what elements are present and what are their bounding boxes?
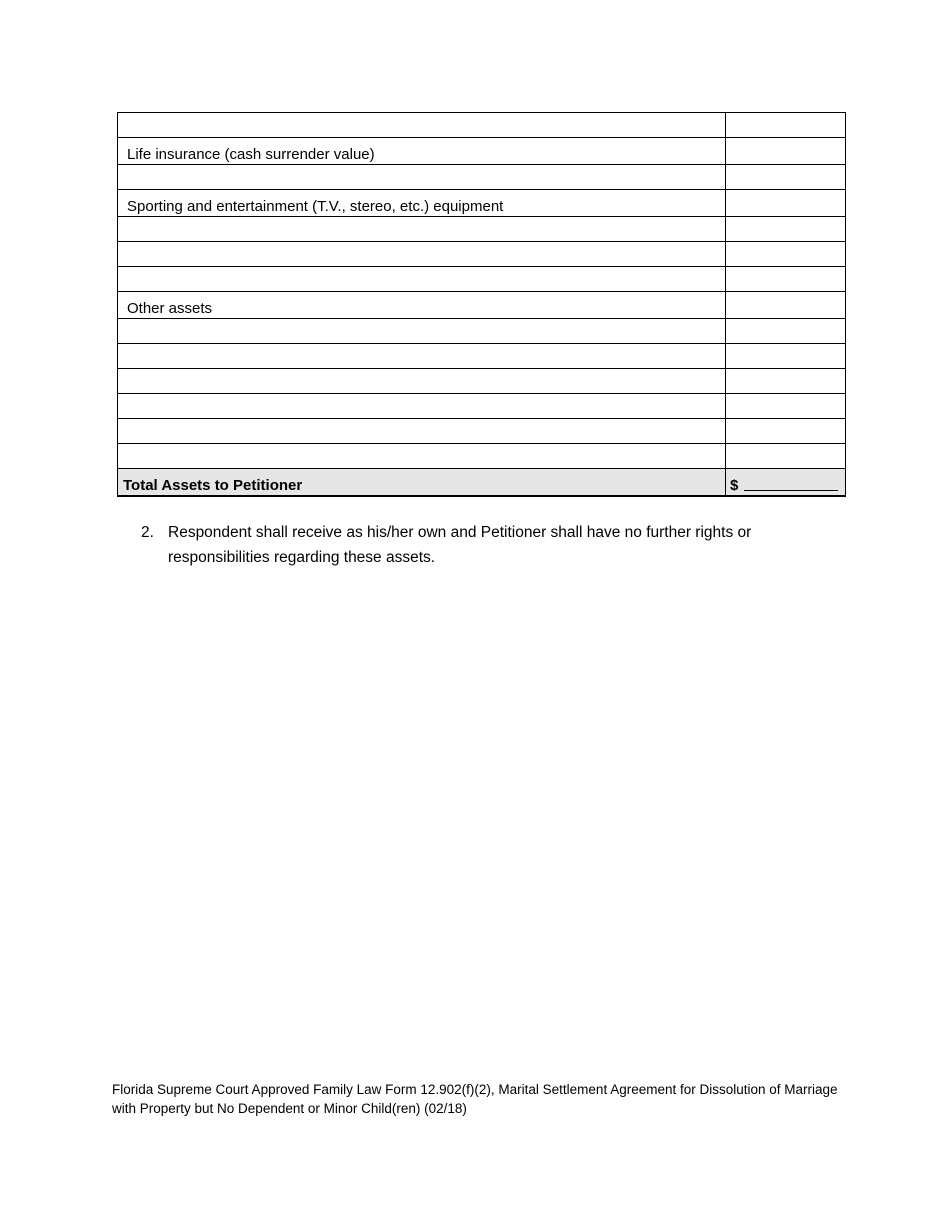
asset-value-cell[interactable] [726, 165, 846, 190]
table-row [118, 369, 846, 394]
asset-value-cell[interactable] [726, 344, 846, 369]
assets-table [117, 112, 846, 497]
asset-value-cell[interactable] [726, 444, 846, 469]
asset-value-cell[interactable] [726, 242, 846, 267]
currency-symbol: $ [730, 476, 739, 494]
table-row [118, 165, 846, 190]
asset-value-cell[interactable] [726, 419, 846, 444]
asset-value-cell[interactable] [726, 113, 846, 138]
asset-description-cell[interactable]: Sporting and entertainment (T.V., stereo, etc.) equipment [118, 190, 726, 217]
table-row [118, 242, 846, 267]
total-assets-label: Total Assets to Petitioner [118, 469, 726, 496]
total-row [118, 469, 846, 496]
paragraph-number: 2. [141, 524, 154, 541]
asset-value-cell[interactable] [726, 138, 846, 165]
table-row [118, 394, 846, 419]
asset-value-cell[interactable] [726, 267, 846, 292]
paragraph-text: Respondent shall receive as his/her own and Petitioner shall have no further rights or responsibilities regarding these assets. [168, 524, 752, 566]
asset-description-cell[interactable] [118, 165, 726, 190]
form-footer: Florida Supreme Court Approved Family Law Form 12.902(f)(2), Marital Settlement Agreement for Dissolution of Marriage with Property but No Dependent or Minor Child(ren) (02/18) [112, 1082, 838, 1116]
numbered-paragraph [141, 520, 821, 570]
asset-description-cell[interactable] [118, 394, 726, 419]
table-row [118, 419, 846, 444]
table-row [118, 319, 846, 344]
asset-value-cell[interactable] [726, 369, 846, 394]
asset-description-cell[interactable] [118, 419, 726, 444]
asset-value-cell[interactable] [726, 319, 846, 344]
asset-value-cell[interactable] [726, 292, 846, 319]
total-assets-value-cell[interactable] [726, 469, 846, 496]
table-row [118, 138, 846, 165]
table-row [118, 267, 846, 292]
table-row [118, 113, 846, 138]
table-row [118, 344, 846, 369]
asset-description-cell[interactable] [118, 344, 726, 369]
table-row [118, 190, 846, 217]
asset-description-cell[interactable] [118, 217, 726, 242]
asset-description-cell[interactable] [118, 242, 726, 267]
total-amount-blank[interactable] [744, 476, 838, 491]
asset-value-cell[interactable] [726, 190, 846, 217]
asset-value-cell[interactable] [726, 394, 846, 419]
asset-description-cell[interactable] [118, 444, 726, 469]
asset-description-cell[interactable] [118, 267, 726, 292]
table-row [118, 217, 846, 242]
asset-description-cell[interactable] [118, 113, 726, 138]
asset-value-cell[interactable] [726, 217, 846, 242]
table-row [118, 444, 846, 469]
asset-description-cell[interactable] [118, 319, 726, 344]
asset-description-cell[interactable]: Other assets [118, 292, 726, 319]
table-row [118, 292, 846, 319]
asset-description-cell[interactable] [118, 369, 726, 394]
asset-description-cell[interactable]: Life insurance (cash surrender value) [118, 138, 726, 165]
